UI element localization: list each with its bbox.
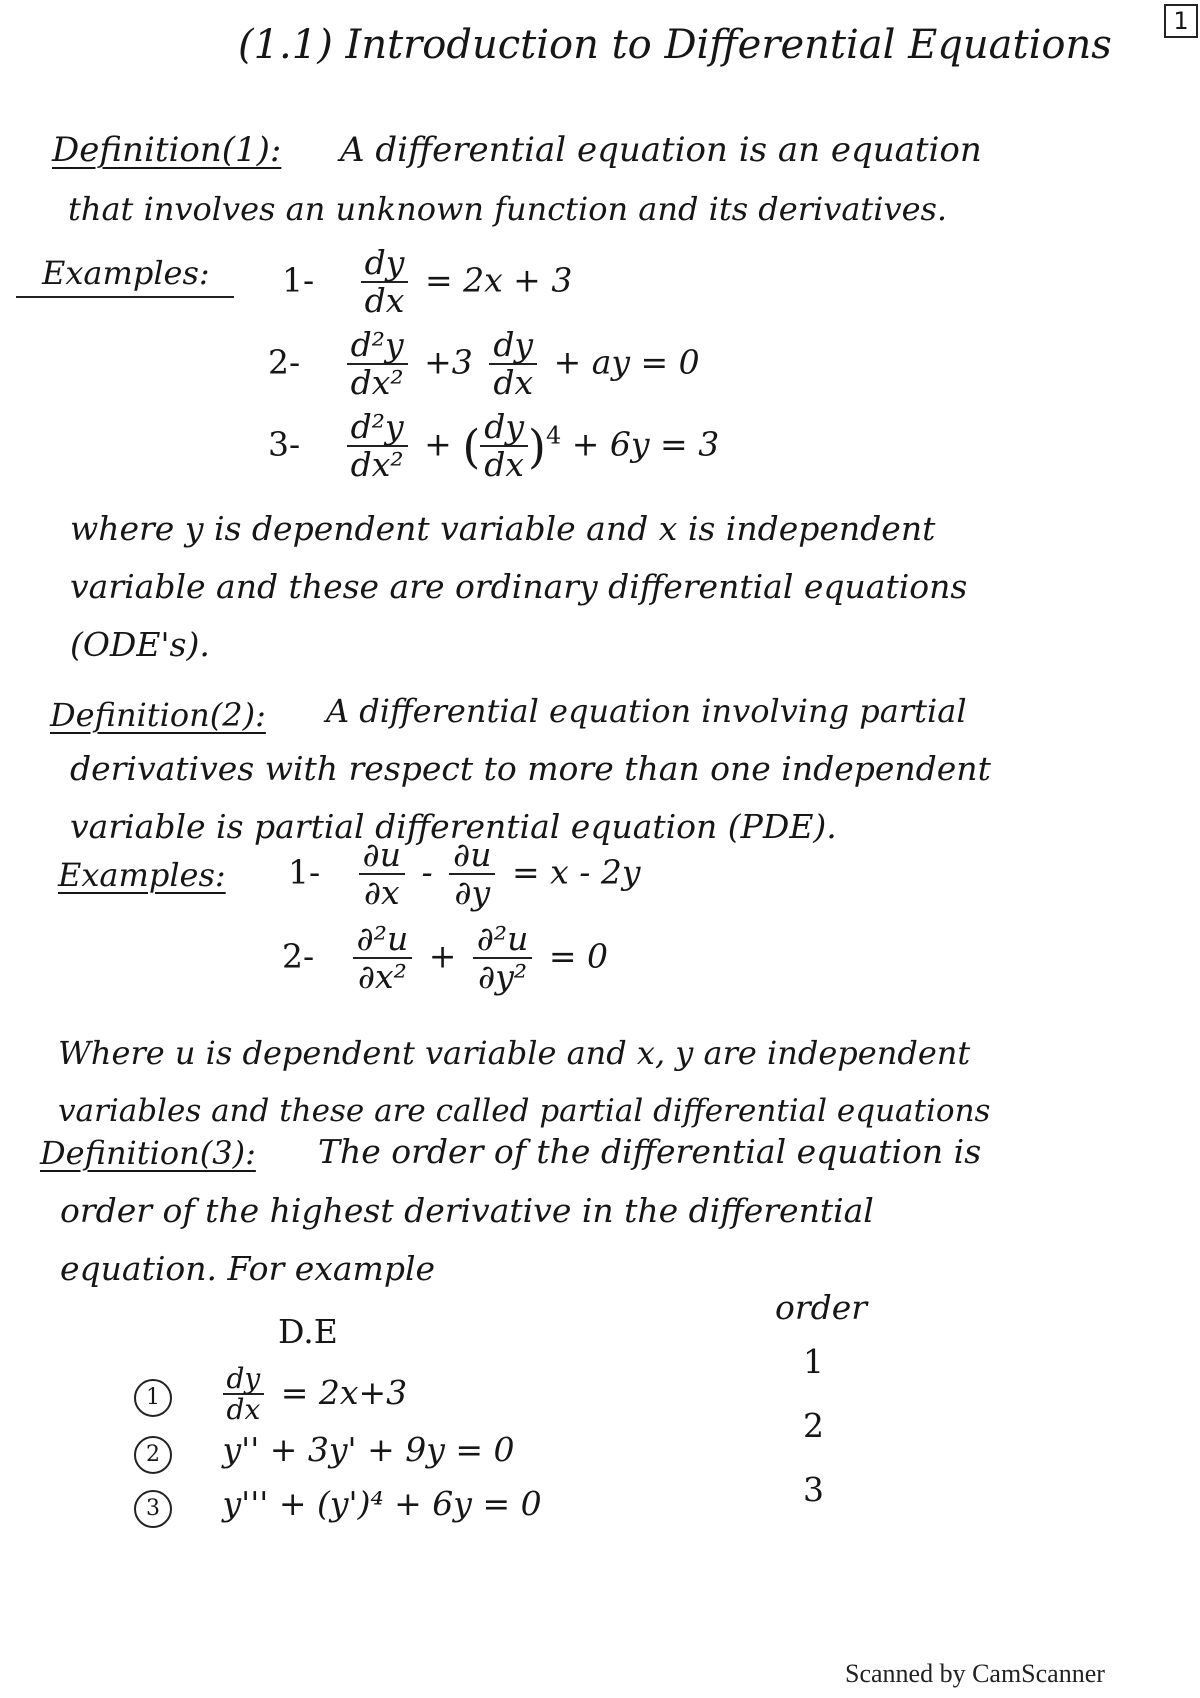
row-number-circle: 3 xyxy=(134,1490,172,1528)
numerator: dy xyxy=(361,246,409,283)
numerator: dy xyxy=(223,1364,265,1395)
second-derivative-fraction xyxy=(347,407,408,484)
pde-note-line-1: Where u is dependent variable and x, y are independent xyxy=(58,1034,971,1072)
example-number: 1- xyxy=(288,852,321,892)
operator: + xyxy=(428,936,457,976)
row-number-circle: 1 xyxy=(134,1379,172,1417)
derivative-fraction xyxy=(489,325,537,402)
numerator: d²y xyxy=(347,328,408,365)
exponent: 4 xyxy=(546,421,562,450)
example-number: 2- xyxy=(282,936,315,976)
second-derivative-fraction xyxy=(347,325,408,402)
definition-2-line-2: derivatives with respect to more than one independent xyxy=(70,749,991,788)
numerator: d²y xyxy=(347,410,408,447)
operator: + xyxy=(424,424,452,464)
pde-example-2 xyxy=(282,919,609,996)
ode-example-1 xyxy=(282,243,573,320)
equation: y'' + 3y' + 9y = 0 xyxy=(222,1430,515,1469)
order-value-1: 1 xyxy=(803,1342,824,1381)
denominator: dx xyxy=(364,280,405,320)
equation-rhs: = 2x+3 xyxy=(280,1373,408,1413)
numerator: dy xyxy=(489,328,537,365)
ode-examples-underline xyxy=(16,296,234,298)
row-number-circle: 2 xyxy=(134,1436,172,1474)
denominator: ∂y xyxy=(454,872,491,912)
partial-fraction xyxy=(359,835,405,912)
operator: - xyxy=(421,852,433,892)
example-number: 1- xyxy=(282,260,315,300)
equation-rhs: = x - 2y xyxy=(511,852,641,892)
ode-examples-label: Examples: xyxy=(42,254,210,292)
page-title: (1.1) Introduction to Differential Equations xyxy=(238,22,1112,68)
ode-note xyxy=(70,500,967,674)
definition-3-line-1: The order of the differential equation is xyxy=(318,1132,982,1171)
pde-note-line-2: variables and these are called partial differential equations xyxy=(58,1093,991,1129)
equation-rhs: + ay = 0 xyxy=(553,342,700,382)
equation-rhs: = 0 xyxy=(548,936,609,976)
denominator: dx xyxy=(226,1393,261,1427)
pde-example-1 xyxy=(288,835,641,912)
order-value-2: 2 xyxy=(803,1406,824,1445)
definition-3-body xyxy=(60,1182,874,1298)
denominator: dx² xyxy=(350,444,404,484)
numerator: ∂²u xyxy=(353,922,413,959)
partial-fraction xyxy=(449,835,495,912)
page-number-box: 1 xyxy=(1164,4,1198,38)
denominator: dx² xyxy=(350,362,404,402)
pde-note xyxy=(58,1024,990,1140)
denominator: ∂x xyxy=(363,872,400,912)
order-table-header-de: D.E xyxy=(278,1312,338,1351)
equation: y''' + (y')⁴ + 6y = 0 xyxy=(222,1484,542,1523)
derivative-fraction xyxy=(223,1364,265,1426)
ode-example-3 xyxy=(268,407,720,484)
denominator: dx xyxy=(493,362,534,402)
derivative-fraction xyxy=(480,407,528,484)
denominator: ∂y² xyxy=(478,956,528,996)
definition-2-line-1: A differential equation involving partial xyxy=(326,692,967,730)
order-table-row-2 xyxy=(134,1430,515,1474)
right-paren: ) xyxy=(528,419,546,474)
second-partial-fraction xyxy=(353,919,413,996)
numerator: ∂u xyxy=(359,838,405,875)
denominator: ∂x² xyxy=(357,956,407,996)
example-number: 2- xyxy=(268,342,301,382)
scanner-watermark: Scanned by CamScanner xyxy=(845,1659,1105,1688)
operator: +3 xyxy=(424,342,473,382)
equation-rhs: + 6y = 3 xyxy=(571,424,720,464)
denominator: dx xyxy=(484,444,525,484)
ode-note-line-2: variable and these are ordinary differential equations xyxy=(70,567,968,606)
order-table-row-3 xyxy=(134,1484,542,1528)
definition-1-line-1: A differential equation is an equation xyxy=(340,130,982,170)
numerator: ∂²u xyxy=(473,922,533,959)
order-table-row-1 xyxy=(134,1364,407,1426)
definition-3-line-3: equation. For example xyxy=(60,1249,436,1288)
definition-1-line-2: that involves an unknown function and its derivatives. xyxy=(68,190,948,228)
definition-3-label: Definition(3): xyxy=(40,1134,256,1172)
equation-rhs: = 2x + 3 xyxy=(424,260,573,300)
definition-2-line-3: variable is partial differential equation (PDE). xyxy=(70,807,837,846)
derivative-fraction xyxy=(361,243,409,320)
second-partial-fraction xyxy=(473,919,533,996)
pde-examples-label: Examples: xyxy=(58,856,226,894)
ode-example-2 xyxy=(268,325,700,402)
ode-note-line-3: (ODE's). xyxy=(70,625,210,664)
definition-2-label: Definition(2): xyxy=(50,696,266,734)
numerator: ∂u xyxy=(449,838,495,875)
ode-note-line-1: where y is dependent variable and x is independent xyxy=(70,509,936,548)
order-table-header-order: order xyxy=(775,1288,868,1327)
order-value-3: 3 xyxy=(803,1470,824,1509)
numerator: dy xyxy=(480,410,528,447)
definition-1-label: Definition(1): xyxy=(52,130,282,170)
example-number: 3- xyxy=(268,424,301,464)
definition-3-line-2: order of the highest derivative in the differential xyxy=(60,1191,874,1230)
left-paren: ( xyxy=(462,419,481,474)
